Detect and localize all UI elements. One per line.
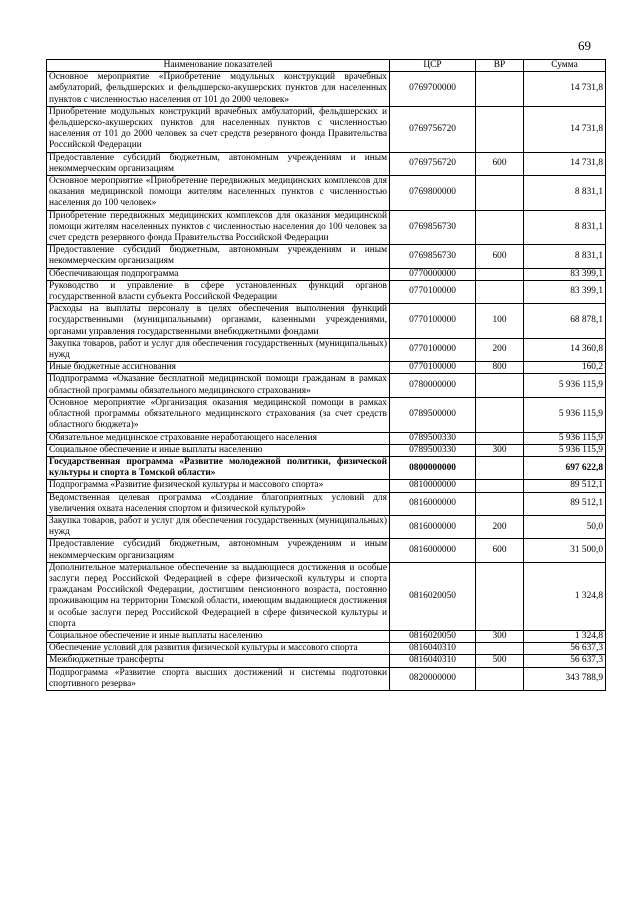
table-row <box>47 515 606 538</box>
row-name-cell: Подпрограмма «Оказание бесплатной медицинской помощи гражданам в рамках областной программы обязательного медицинского страхования» <box>47 374 390 397</box>
table-row <box>47 362 606 374</box>
table-row <box>47 106 606 152</box>
row-csr-cell: 0820000000 <box>390 667 476 690</box>
row-sum-cell: 8 831,1 <box>524 245 606 268</box>
row-vr-cell <box>476 562 524 630</box>
row-sum-cell: 68 878,1 <box>524 304 606 339</box>
row-name-cell: Иные бюджетные ассигнования <box>47 362 390 374</box>
table-row <box>47 539 606 562</box>
row-csr-cell: 0770000000 <box>390 268 476 280</box>
row-csr-cell: 0769800000 <box>390 176 476 211</box>
page-number: 69 <box>578 38 591 53</box>
row-sum-cell: 5 936 115,9 <box>524 374 606 397</box>
table-row <box>47 444 606 456</box>
header-vr: ВР <box>476 60 524 72</box>
row-sum-cell: 83 399,1 <box>524 268 606 280</box>
row-sum-cell: 89 512,1 <box>524 480 606 492</box>
row-sum-cell: 5 936 115,9 <box>524 432 606 444</box>
table-row <box>47 643 606 655</box>
row-csr-cell: 0770100000 <box>390 338 476 361</box>
row-csr-cell: 0770100000 <box>390 362 476 374</box>
table-row <box>47 374 606 397</box>
row-name-cell: Межбюджетные трансферты <box>47 655 390 667</box>
table-row <box>47 456 606 479</box>
row-name-cell: Приобретение передвижных медицинских комплексов для оказания медицинской помощи жителям населенных пунктов с численностью населения до 100 человек за счет средств резервного фонда Правительства Российской Федерации <box>47 210 390 245</box>
table-row <box>47 268 606 280</box>
row-vr-cell: 500 <box>476 655 524 667</box>
row-csr-cell: 0816000000 <box>390 492 476 515</box>
row-vr-cell <box>476 280 524 303</box>
row-name-cell: Основное мероприятие «Приобретение модульных конструкций врачебных амбулаторий, фельдшерских и фельдшерско-акушерских пунктов для населенных пунктов с численностью населения от 101 до 2000 человек» <box>47 72 390 107</box>
table-row <box>47 630 606 642</box>
row-vr-cell <box>476 492 524 515</box>
row-name-cell: Социальное обеспечение и иные выплаты населению <box>47 444 390 456</box>
table-row <box>47 152 606 175</box>
table-row <box>47 397 606 432</box>
row-vr-cell <box>476 480 524 492</box>
row-name-cell: Дополнительное материальное обеспечение за выдающиеся достижения и особые заслуги перед Российской Федерацией в сфере физической культуры и спорта гражданам Российской Федерации, достигшим пенсионного возраста, постоянно проживающим на территории Томской области, имеющим выдающиеся достижения и особые заслуги перед Российской Федерацией в сфере физической культуры и спорта <box>47 562 390 630</box>
row-sum-cell: 14 731,8 <box>524 152 606 175</box>
row-csr-cell: 0770100000 <box>390 304 476 339</box>
row-vr-cell <box>476 456 524 479</box>
table-row <box>47 562 606 630</box>
row-sum-cell: 343 788,9 <box>524 667 606 690</box>
table-row <box>47 245 606 268</box>
row-csr-cell: 0816000000 <box>390 539 476 562</box>
row-csr-cell: 0789500330 <box>390 432 476 444</box>
row-sum-cell: 89 512,1 <box>524 492 606 515</box>
row-csr-cell: 0769756720 <box>390 152 476 175</box>
row-vr-cell <box>476 268 524 280</box>
row-csr-cell: 0800000000 <box>390 456 476 479</box>
row-csr-cell: 0780000000 <box>390 374 476 397</box>
table-row <box>47 210 606 245</box>
table-row <box>47 667 606 690</box>
row-csr-cell: 0769756720 <box>390 106 476 152</box>
row-vr-cell: 300 <box>476 630 524 642</box>
row-csr-cell: 0810000000 <box>390 480 476 492</box>
table-row <box>47 338 606 361</box>
table-row <box>47 176 606 211</box>
table-header-row <box>47 60 606 72</box>
row-sum-cell: 160,2 <box>524 362 606 374</box>
table-row <box>47 304 606 339</box>
row-vr-cell: 600 <box>476 152 524 175</box>
row-vr-cell <box>476 397 524 432</box>
row-sum-cell: 5 936 115,9 <box>524 444 606 456</box>
row-vr-cell <box>476 72 524 107</box>
row-sum-cell: 50,0 <box>524 515 606 538</box>
row-name-cell: Предоставление субсидий бюджетным, автономным учреждениям и иным некоммерческим организациям <box>47 539 390 562</box>
row-sum-cell: 1 324,8 <box>524 630 606 642</box>
row-name-cell: Обеспечивающая подпрограмма <box>47 268 390 280</box>
budget-table <box>46 59 606 691</box>
row-name-cell: Предоставление субсидий бюджетным, автономным учреждениям и иным некоммерческим организациям <box>47 245 390 268</box>
row-name-cell: Государственная программа «Развитие молодежной политики, физической культуры и спорта в Томской области» <box>47 456 390 479</box>
table-row <box>47 480 606 492</box>
row-name-cell: Обязательное медицинское страхование неработающего населения <box>47 432 390 444</box>
row-csr-cell: 0816020050 <box>390 630 476 642</box>
row-vr-cell: 300 <box>476 444 524 456</box>
row-vr-cell <box>476 667 524 690</box>
row-name-cell: Расходы на выплаты персоналу в целях обеспечения выполнения функций государственными (муниципальными) органами, казенными учреждениями, органами управления государственными внебюджетными фондами <box>47 304 390 339</box>
row-vr-cell: 200 <box>476 515 524 538</box>
row-vr-cell: 800 <box>476 362 524 374</box>
row-name-cell: Закупка товаров, работ и услуг для обеспечения государственных (муниципальных) нужд <box>47 515 390 538</box>
row-sum-cell: 14 731,8 <box>524 106 606 152</box>
row-vr-cell <box>476 106 524 152</box>
row-sum-cell: 31 500,0 <box>524 539 606 562</box>
row-csr-cell: 0789500330 <box>390 444 476 456</box>
header-csr: ЦСР <box>390 60 476 72</box>
row-vr-cell <box>476 176 524 211</box>
row-name-cell: Приобретение модульных конструкций врачебных амбулаторий, фельдшерских и фельдшерско-акушерских пунктов для населенных пунктов с численностью населения от 101 до 2000 человек за счет средств резервного фонда Правительства Российской Федерации <box>47 106 390 152</box>
row-name-cell: Ведомственная целевая программа «Создание благоприятных условий для увеличения охвата населения спортом и физической культурой» <box>47 492 390 515</box>
row-name-cell: Закупка товаров, работ и услуг для обеспечения государственных (муниципальных) нужд <box>47 338 390 361</box>
row-csr-cell: 0770100000 <box>390 280 476 303</box>
row-sum-cell: 8 831,1 <box>524 210 606 245</box>
row-vr-cell: 600 <box>476 245 524 268</box>
row-sum-cell: 5 936 115,9 <box>524 397 606 432</box>
row-csr-cell: 0816000000 <box>390 515 476 538</box>
row-vr-cell: 600 <box>476 539 524 562</box>
row-vr-cell <box>476 643 524 655</box>
row-name-cell: Руководство и управление в сфере установленных функций органов государственной власти субъекта Российской Федерации <box>47 280 390 303</box>
row-csr-cell: 0769856730 <box>390 245 476 268</box>
row-name-cell: Подпрограмма «Развитие физической культуры и массового спорта» <box>47 480 390 492</box>
row-name-cell: Предоставление субсидий бюджетным, автономным учреждениям и иным некоммерческим организациям <box>47 152 390 175</box>
row-sum-cell: 697 622,8 <box>524 456 606 479</box>
table-row <box>47 72 606 107</box>
row-name-cell: Подпрограмма «Развитие спорта высших достижений и системы подготовки спортивного резерва» <box>47 667 390 690</box>
row-sum-cell: 8 831,1 <box>524 176 606 211</box>
header-name: Наименование показателей <box>47 60 390 72</box>
row-csr-cell: 0769700000 <box>390 72 476 107</box>
row-vr-cell <box>476 210 524 245</box>
row-csr-cell: 0816040310 <box>390 655 476 667</box>
row-name-cell: Основное мероприятие «Организация оказания медицинской помощи в рамках областной программы обязательного медицинского страхования (за счет средств областного бюджета)» <box>47 397 390 432</box>
row-sum-cell: 56 637,3 <box>524 655 606 667</box>
row-sum-cell: 56 637,3 <box>524 643 606 655</box>
row-vr-cell: 100 <box>476 304 524 339</box>
row-name-cell: Основное мероприятие «Приобретение передвижных медицинских комплексов для оказания медицинской помощи жителям населенных пунктов с численностью населения до 100 человек» <box>47 176 390 211</box>
table-row <box>47 280 606 303</box>
row-csr-cell: 0789500000 <box>390 397 476 432</box>
table-row <box>47 655 606 667</box>
row-sum-cell: 14 360,8 <box>524 338 606 361</box>
row-vr-cell <box>476 374 524 397</box>
row-csr-cell: 0816020050 <box>390 562 476 630</box>
row-name-cell: Социальное обеспечение и иные выплаты населению <box>47 630 390 642</box>
table-row <box>47 492 606 515</box>
row-vr-cell <box>476 432 524 444</box>
row-sum-cell: 1 324,8 <box>524 562 606 630</box>
row-csr-cell: 0816040310 <box>390 643 476 655</box>
row-vr-cell: 200 <box>476 338 524 361</box>
row-sum-cell: 83 399,1 <box>524 280 606 303</box>
row-name-cell: Обеспечение условий для развития физической культуры и массового спорта <box>47 643 390 655</box>
header-sum: Сумма <box>524 60 606 72</box>
row-csr-cell: 0769856730 <box>390 210 476 245</box>
table-row <box>47 432 606 444</box>
row-sum-cell: 14 731,8 <box>524 72 606 107</box>
